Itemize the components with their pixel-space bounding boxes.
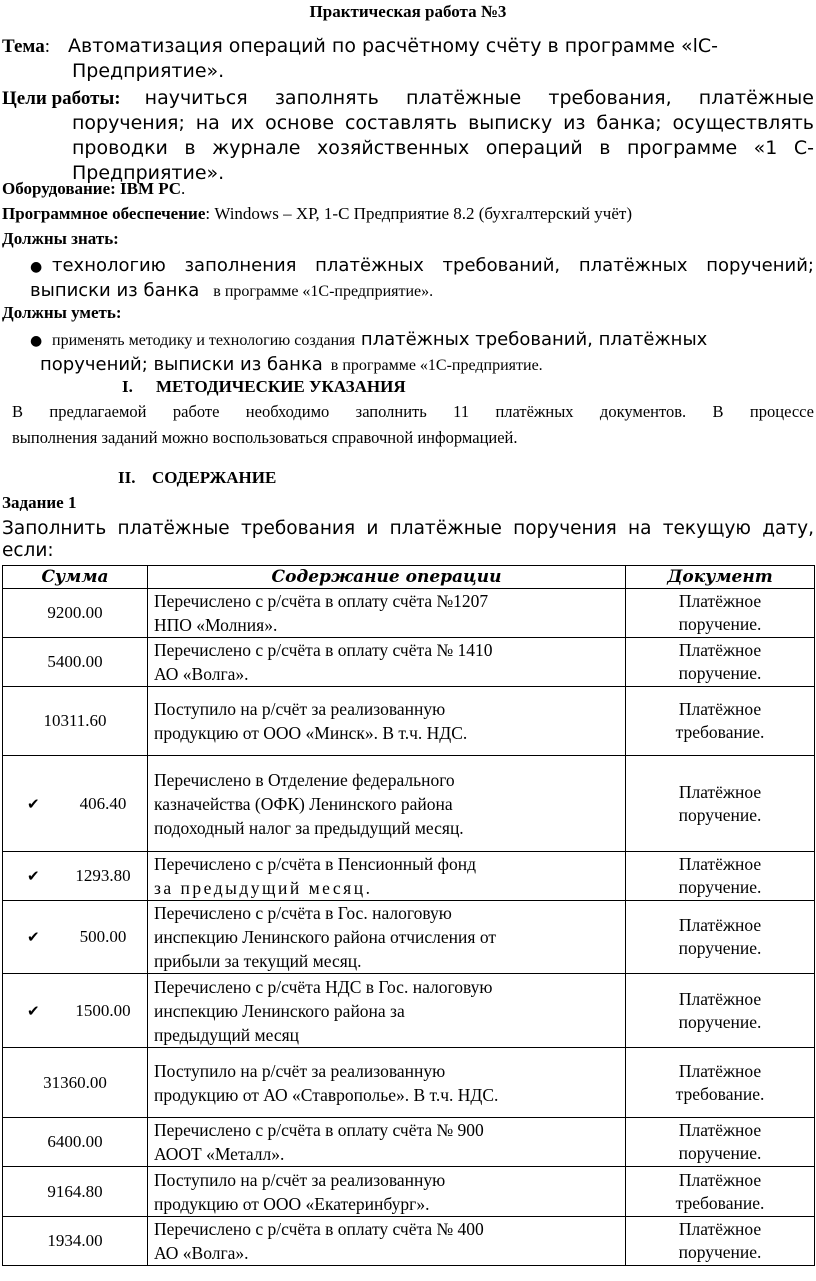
document-line: Платёжное	[678, 1060, 762, 1081]
document-cell	[626, 1118, 815, 1167]
section-2-heading: II. СОДЕРЖАНИЕ	[118, 468, 277, 487]
operation-line: Перечислено с р/счёта в оплату счёта № 1410	[154, 640, 493, 660]
operation-cell	[148, 852, 626, 901]
table-row	[3, 1048, 815, 1118]
sum-cell	[3, 901, 148, 974]
goals-label: Цели работы:	[2, 88, 121, 109]
sum-value: 6400.00	[47, 1132, 103, 1151]
table-row	[3, 638, 815, 687]
sum-cell	[3, 589, 148, 638]
equipment-label: Оборудование: IBM PC	[2, 179, 181, 198]
operation-line: продукцию от ООО «Екатеринбург».	[154, 1193, 430, 1214]
document-line: Платёжное	[678, 988, 762, 1009]
sum-cell	[3, 756, 148, 852]
document-line: поручение.	[678, 877, 762, 897]
operation-cell	[148, 1118, 626, 1167]
operation-line: Перечислено с р/счёта в оплату счёта № 900	[154, 1120, 484, 1140]
bullet-icon: ●	[30, 333, 43, 349]
document-line: Платёжное	[678, 915, 762, 935]
sum-value: 9200.00	[47, 603, 103, 622]
operation-line: Перечислено с р/счёта в Пенсионный фонд	[154, 854, 477, 874]
sum-value: 31360.00	[43, 1072, 107, 1092]
operation-line: подоходный налог за предыдущий месяц.	[154, 817, 464, 838]
document-line: Платёжное	[678, 1219, 762, 1239]
method-paragraph: В предлагаемой работе необходимо заполнить 11 платёжных документов. В процессе выполнения заданий можно воспользоваться справочной информацией.	[12, 402, 814, 447]
document-line: Платёжное	[678, 854, 762, 874]
document-line: требование.	[675, 1192, 765, 1213]
table-header-row	[3, 566, 815, 589]
table-row	[3, 687, 815, 756]
table-row	[3, 1167, 815, 1217]
operation-line: инспекцию Ленинского района отчисления от	[154, 927, 496, 947]
document-line: требование.	[675, 722, 765, 742]
equipment-line: Оборудование: IBM PC.	[2, 179, 186, 198]
header-operation: Содержание операции	[148, 566, 626, 589]
topic-text-line1: Автоматизация операций по расчётному счёту в программе «lC-	[68, 35, 718, 57]
operation-line: прибыли за текущий месяц.	[154, 951, 362, 971]
bullet-icon: ●	[30, 259, 43, 275]
checkmark-icon: ✔	[27, 794, 40, 813]
document-line: Платёжное	[678, 1120, 762, 1140]
table-row	[3, 1217, 815, 1266]
sum-cell	[3, 1167, 148, 1217]
operation-line: казначейства (ОФК) Ленинского района	[154, 793, 453, 814]
sum-cell	[3, 974, 148, 1048]
goals-line2: поручения; на их основе составлять выписку из банка; осуществлять	[72, 112, 814, 134]
sum-value: 1293.80	[75, 866, 131, 885]
operation-line: АО «Волга».	[154, 1243, 249, 1263]
table-row	[3, 974, 815, 1048]
document-line: поручение.	[678, 614, 762, 634]
operation-cell	[148, 589, 626, 638]
operation-line: продукцию от ООО «Минск». В т.ч. НДС.	[154, 723, 468, 743]
document-line: поручение.	[678, 1143, 762, 1163]
topic-label: Тема	[2, 36, 45, 57]
goals-line3: проводки в журнале хозяйственных операций в программе «1 С-	[72, 137, 814, 159]
operation-cell	[148, 974, 626, 1048]
operation-line: Перечислено в Отделение федерального	[154, 769, 455, 790]
document-cell	[626, 1167, 815, 1217]
operation-line: продукцию от АО «Ставрополье». В т.ч. НДС.	[154, 1084, 499, 1105]
operation-line: предыдущий месяц	[154, 1024, 300, 1045]
sum-cell	[3, 852, 148, 901]
goals-line1: научиться заполнять платёжные требования, платёжные	[144, 87, 814, 109]
sum-cell	[3, 638, 148, 687]
document-line: поручение.	[678, 804, 762, 825]
document-line: поручение.	[678, 1242, 762, 1262]
goals-line4: Предприятие».	[72, 162, 225, 184]
sum-value: 10311.60	[43, 711, 107, 730]
table-row	[3, 1118, 815, 1167]
operation-line: Поступило на р/счёт за реализованную	[154, 1060, 446, 1081]
task-1-heading: Задание 1	[2, 493, 77, 512]
sum-value: 1500.00	[75, 1000, 131, 1020]
header-sum: Сумма	[3, 566, 148, 589]
document-cell	[626, 901, 815, 974]
operation-line: Поступило на р/счёт за реализованную	[154, 1169, 446, 1190]
operation-line: НПО «Молния».	[154, 615, 278, 635]
software-line	[2, 203, 632, 225]
document-line: Платёжное	[678, 699, 762, 719]
software-label: Программное обеспечение	[2, 204, 206, 223]
sum-cell	[3, 1048, 148, 1118]
operations-table	[2, 565, 815, 1266]
document-cell	[626, 687, 815, 756]
operation-cell	[148, 1217, 626, 1266]
document-cell	[626, 1217, 815, 1266]
table-row	[3, 852, 815, 901]
document-line: Платёжное	[678, 1169, 762, 1190]
document-line: Платёжное	[678, 640, 762, 660]
document-cell	[626, 1048, 815, 1118]
sum-cell	[3, 1118, 148, 1167]
operation-cell	[148, 1048, 626, 1118]
checkmark-icon: ✔	[27, 928, 40, 946]
must-know-bullet: ● технологию заполнения платёжных требований, платёжных поручений; выписки из банка в программе «1С-предприятие».	[30, 255, 814, 301]
operation-cell	[148, 901, 626, 974]
document-cell	[626, 589, 815, 638]
sum-cell	[3, 687, 148, 756]
operation-cell	[148, 638, 626, 687]
goals-paragraph	[2, 86, 814, 186]
table-row	[3, 901, 815, 974]
operation-line: Поступило на р/счёт за реализованную	[154, 699, 446, 719]
operation-line: Перечислено с р/счёта НДС в Гос. налоговую	[154, 976, 493, 997]
operation-line: Перечислено с р/счёта в оплату счёта №1207	[154, 591, 489, 611]
must-do-bullet: ● применять методику и технологию создания платёжных требований, платёжных поручений; выписки из банка в программе «1С-предприятие.	[30, 329, 708, 375]
sum-value: 1934.00	[47, 1231, 103, 1250]
document-line: поручение.	[678, 938, 762, 958]
topic-text-line2: Предприятие».	[72, 60, 225, 82]
sum-value: 9164.80	[47, 1181, 103, 1201]
must-do-heading: Должны уметь:	[2, 303, 122, 322]
task-1-text: Заполнить платёжные требования и платёжные поручения на текущую дату, если:	[2, 518, 814, 561]
document-cell	[626, 756, 815, 852]
operation-line: АО «Волга».	[154, 664, 249, 684]
sum-value: 406.40	[79, 793, 127, 813]
operation-line: Перечислено с р/счёта в Гос. налоговую	[154, 903, 452, 923]
operation-line: Перечислено с р/счёта в оплату счёта № 400	[154, 1219, 484, 1239]
document-cell	[626, 974, 815, 1048]
operation-cell	[148, 687, 626, 756]
sum-value: 5400.00	[47, 652, 103, 671]
topic-paragraph: Тема: Автоматизация операций по расчётному счёту в программе «lC- Предприятие».	[2, 34, 814, 84]
header-document: Документ	[626, 566, 815, 589]
operation-cell	[148, 756, 626, 852]
document-cell	[626, 852, 815, 901]
section-1-heading: I. МЕТОДИЧЕСКИЕ УКАЗАНИЯ	[122, 377, 406, 396]
sum-value: 500.00	[79, 927, 127, 946]
operation-line: АООТ «Металл».	[154, 1144, 285, 1164]
table-row	[3, 589, 815, 638]
must-know-heading: Должны знать:	[2, 229, 119, 248]
checkmark-icon: ✔	[27, 867, 40, 885]
document-cell	[626, 638, 815, 687]
operation-line: за предыдущий месяц.	[154, 878, 373, 898]
page-title: Практическая работа №3	[309, 2, 507, 21]
document-line: Платёжное	[678, 781, 762, 802]
document-line: поручение.	[678, 663, 762, 683]
checkmark-icon: ✔	[27, 1001, 40, 1020]
document-line: поручение.	[678, 1011, 762, 1032]
document-line: требование.	[675, 1083, 765, 1104]
operation-line: инспекцию Ленинского района за	[154, 1000, 405, 1021]
table-row	[3, 756, 815, 852]
sum-cell	[3, 1217, 148, 1266]
software-value: : Windows – ХР, 1-С Предприятие 8.2 (бухгалтерский учёт)	[205, 204, 632, 223]
document-line: Платёжное	[678, 591, 762, 611]
operation-cell	[148, 1167, 626, 1217]
